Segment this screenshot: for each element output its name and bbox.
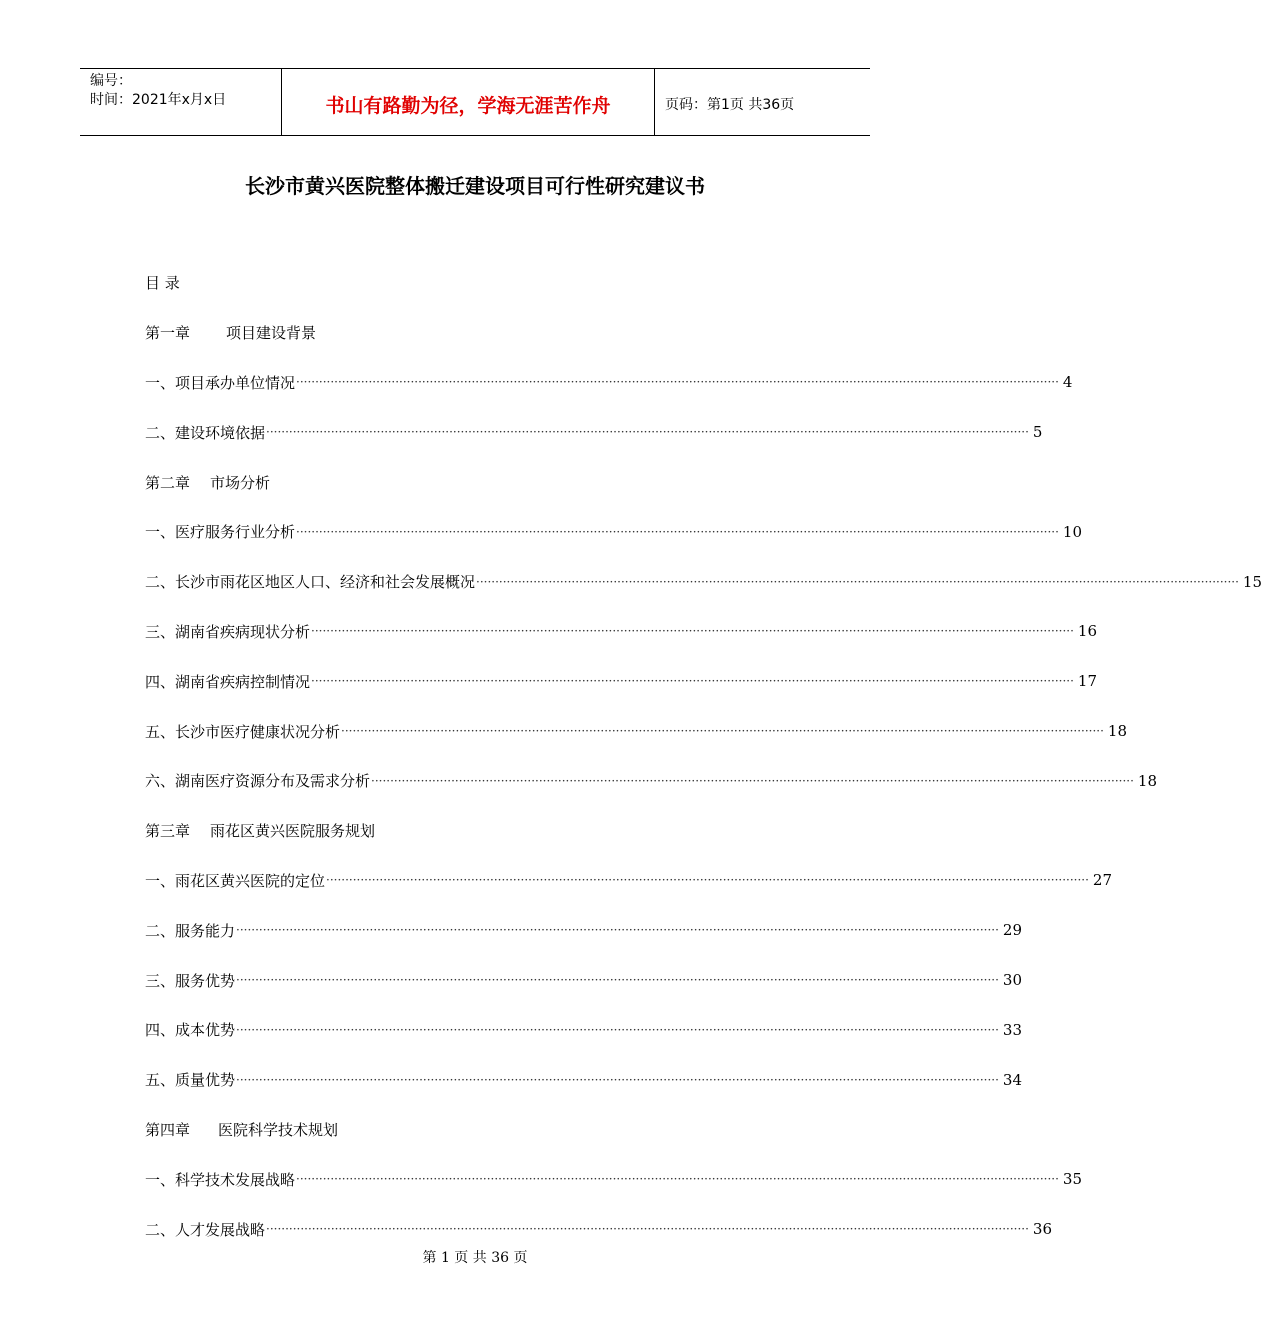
table-of-contents: [145, 258, 1262, 1254]
toc-page-number: 33: [1002, 1020, 1022, 1039]
toc-entry-label: 一、科学技术发展战略: [145, 1170, 296, 1189]
toc-page-number: 17: [1077, 672, 1097, 691]
toc-page-number: 15: [1242, 572, 1262, 591]
toc-chapter[interactable]: [145, 1105, 760, 1155]
toc-entry-label: 第四章: [145, 1120, 191, 1139]
toc-entry-label: 二、人才发展战略: [145, 1220, 266, 1239]
toc-page-number: 27: [1092, 871, 1112, 890]
toc-page-number: 18: [1137, 771, 1157, 790]
toc-leader-dots: ········································································································································································································: [326, 873, 1089, 888]
toc-entry[interactable]: [145, 507, 1082, 557]
toc-leader-dots: ········································································································································································································: [296, 375, 1059, 390]
toc-entry[interactable]: [145, 856, 1112, 906]
toc-entry-label: 三、服务优势: [145, 971, 236, 990]
header-motto: 书山有路勤为径，学海无涯苦作舟: [282, 69, 655, 135]
toc-leader-dots: ········································································································································································································: [296, 524, 1059, 539]
toc-leader-dots: ········································································································································································································: [236, 1022, 999, 1037]
toc-entry-label: 五、质量优势: [145, 1071, 236, 1090]
toc-entry-label: 第三章: [145, 822, 191, 841]
toc-entry-label: 二、服务能力: [145, 921, 236, 940]
toc-entry-label: 一、雨花区黄兴医院的定位: [145, 871, 326, 890]
toc-leader-dots: ········································································································································································································: [311, 624, 1074, 639]
toc-entry-label: 二、长沙市雨花区地区人口、经济和社会发展概况: [145, 573, 476, 592]
toc-leader-dots: ········································································································································································································: [266, 1222, 1029, 1237]
toc-leader-dots: ········································································································································································································: [236, 923, 999, 938]
toc-page-number: 30: [1002, 971, 1022, 990]
toc-leader-dots: ········································································································································································································: [311, 674, 1074, 689]
toc-entry-label: 四、成本优势: [145, 1021, 236, 1040]
toc-entry[interactable]: [145, 905, 1022, 955]
toc-leader-dots: ········································································································································································································: [296, 1172, 1059, 1187]
toc-entry-label: 三、湖南省疾病现状分析: [145, 622, 311, 641]
toc-entry[interactable]: [145, 756, 1157, 806]
toc-leader-dots: ········································································································································································································: [236, 1072, 999, 1087]
toc-chapter[interactable]: [145, 308, 760, 358]
toc-chapter-title: 项目建设背景: [226, 324, 317, 343]
toc-entry[interactable]: [145, 358, 1073, 408]
toc-chapter[interactable]: [145, 457, 760, 507]
toc-entry-label: 六、湖南医疗资源分布及需求分析: [145, 772, 371, 791]
toc-entry-label: 二、建设环境依据: [145, 423, 266, 442]
toc-entry[interactable]: [145, 1055, 1022, 1105]
toc-page-number: 16: [1077, 622, 1097, 641]
time-label: 时间：2021年x月x日: [90, 92, 227, 108]
toc-page-number: 35: [1062, 1170, 1082, 1189]
toc-entry-label: 一、医疗服务行业分析: [145, 523, 296, 542]
toc-page-number: 29: [1002, 921, 1022, 940]
toc-page-number: 18: [1107, 722, 1127, 741]
toc-entry-label: 第二章: [145, 473, 191, 492]
toc-entry[interactable]: [145, 1005, 1022, 1055]
toc-chapter[interactable]: [145, 806, 760, 856]
toc-chapter-title: 市场分析: [210, 473, 271, 492]
toc-chapter-title: 医院科学技术规划: [218, 1120, 339, 1139]
document-title: 长沙市黄兴医院整体搬迁建设项目可行性研究建议书: [245, 174, 705, 198]
toc-entry[interactable]: [145, 706, 1127, 756]
header-info: [80, 69, 282, 135]
toc-page-number: 10: [1062, 522, 1082, 541]
toc-page-number: 5: [1032, 423, 1043, 442]
toc-chapter-title: 雨花区黄兴医院服务规划: [210, 822, 376, 841]
toc-page-number: 4: [1062, 373, 1073, 392]
page-header: [80, 68, 870, 136]
toc-leader-dots: ········································································································································································································: [266, 425, 1029, 440]
toc-leader-dots: ········································································································································································································: [236, 973, 999, 988]
toc-entry[interactable]: [145, 607, 1097, 657]
number-label: 编号：: [90, 73, 132, 89]
toc-entry[interactable]: [145, 407, 1043, 457]
toc-entry-label: 五、长沙市医疗健康状况分析: [145, 722, 341, 741]
toc-heading: 目 录: [145, 274, 180, 293]
page-footer: 第 1 页 共 36 页: [422, 1250, 528, 1266]
toc-entry-label: 一、项目承办单位情况: [145, 373, 296, 392]
toc-entry[interactable]: [145, 656, 1097, 706]
toc-entry[interactable]: [145, 1154, 1082, 1204]
toc-leader-dots: ········································································································································································································: [371, 773, 1134, 788]
toc-entry[interactable]: [145, 955, 1022, 1005]
toc-page-number: 34: [1002, 1070, 1022, 1089]
header-page-label: 页码：第1页 共36页: [665, 97, 795, 113]
toc-page-number: 36: [1032, 1220, 1052, 1239]
toc-leader-dots: ········································································································································································································: [476, 574, 1239, 589]
toc-leader-dots: ········································································································································································································: [341, 724, 1104, 739]
toc-entry[interactable]: [145, 557, 1262, 607]
toc-entry-label: 四、湖南省疾病控制情况: [145, 672, 311, 691]
toc-entry-label: 第一章: [145, 324, 191, 343]
